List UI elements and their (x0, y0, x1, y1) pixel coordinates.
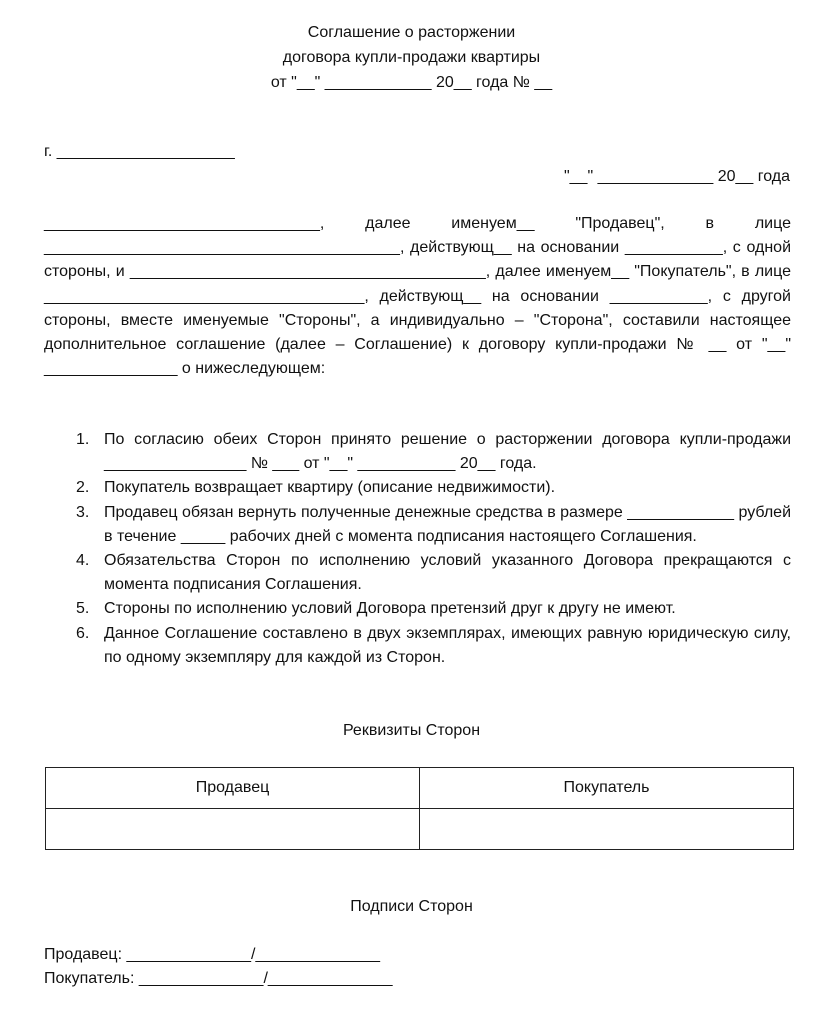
clause-item (44, 549, 791, 597)
clause-item (44, 622, 791, 670)
seller-signature-line: Продавец: ______________/______________ (44, 946, 381, 963)
clauses-list (44, 428, 791, 670)
requisites-table (45, 767, 794, 850)
requisites-seller-header: Продавец (46, 768, 420, 809)
clause-text: Покупатель возвращает квартиру (описание недвижимости). (104, 479, 556, 497)
clause-number: 6. (76, 624, 90, 642)
title-line-1: Соглашение о расторжении (307, 24, 516, 41)
document-title (0, 20, 823, 95)
title-line-3: от "__" ____________ 20__ года № __ (270, 74, 553, 91)
date-field: "__" _____________ 20__ года (563, 168, 790, 185)
buyer-signature-line: Покупатель: ______________/______________ (44, 970, 393, 987)
clause-text: Обязательства Сторон по исполнению условий указанного Договора прекращаются с момента подписания Соглашения. (104, 552, 791, 594)
clause-number: 2. (76, 479, 90, 497)
clause-item (44, 428, 791, 476)
clause-item (44, 597, 791, 621)
requisites-heading: Реквизиты Сторон (342, 722, 481, 739)
preamble-paragraph: _______________________________, далее именуем__ "Продавец", в лице ________________________________________, действующ__ на основании ___________, с одной стороны, и ________________________________________, далее именуем__ "Покупатель", в лице ____________________________________, действующ__ на основании ___________, с другой стороны, вместе именуемые "Стороны", а индивидуально – "Сторона", составили настоящее дополнительное соглашение (далее – Соглашение) к договору купли-продажи № __ от "__" _______________ о нижеследующем: (44, 215, 791, 378)
requisites-buyer-cell (420, 809, 794, 850)
city-field: г. ____________________ (44, 143, 235, 160)
clause-text: Продавец обязан вернуть полученные денежные средства в размере ____________ рублей в течение _____ рабочих дней с момента подписания настоящего Соглашения. (104, 503, 791, 545)
clause-number: 3. (76, 503, 90, 521)
clause-number: 4. (76, 552, 90, 570)
requisites-buyer-header: Покупатель (420, 768, 794, 809)
clause-number: 5. (76, 600, 90, 618)
clause-item (44, 501, 791, 549)
title-line-2: договора купли-продажи квартиры (282, 49, 541, 66)
clause-item (44, 476, 791, 500)
signatures-heading: Подписи Сторон (350, 898, 473, 915)
clause-text: Стороны по исполнению условий Договора претензий друг к другу не имеют. (104, 600, 676, 618)
clause-number: 1. (76, 431, 90, 448)
requisites-seller-cell (46, 809, 420, 850)
clause-text: Данное Соглашение составлено в двух экземплярах, имеющих равную юридическую силу, по одному экземпляру для каждой из Сторон. (104, 624, 791, 666)
clause-text: По согласию обеих Сторон принято решение о расторжении договора купли-продажи ________________ № ___ от "__" ___________ 20__ года. (104, 431, 791, 473)
